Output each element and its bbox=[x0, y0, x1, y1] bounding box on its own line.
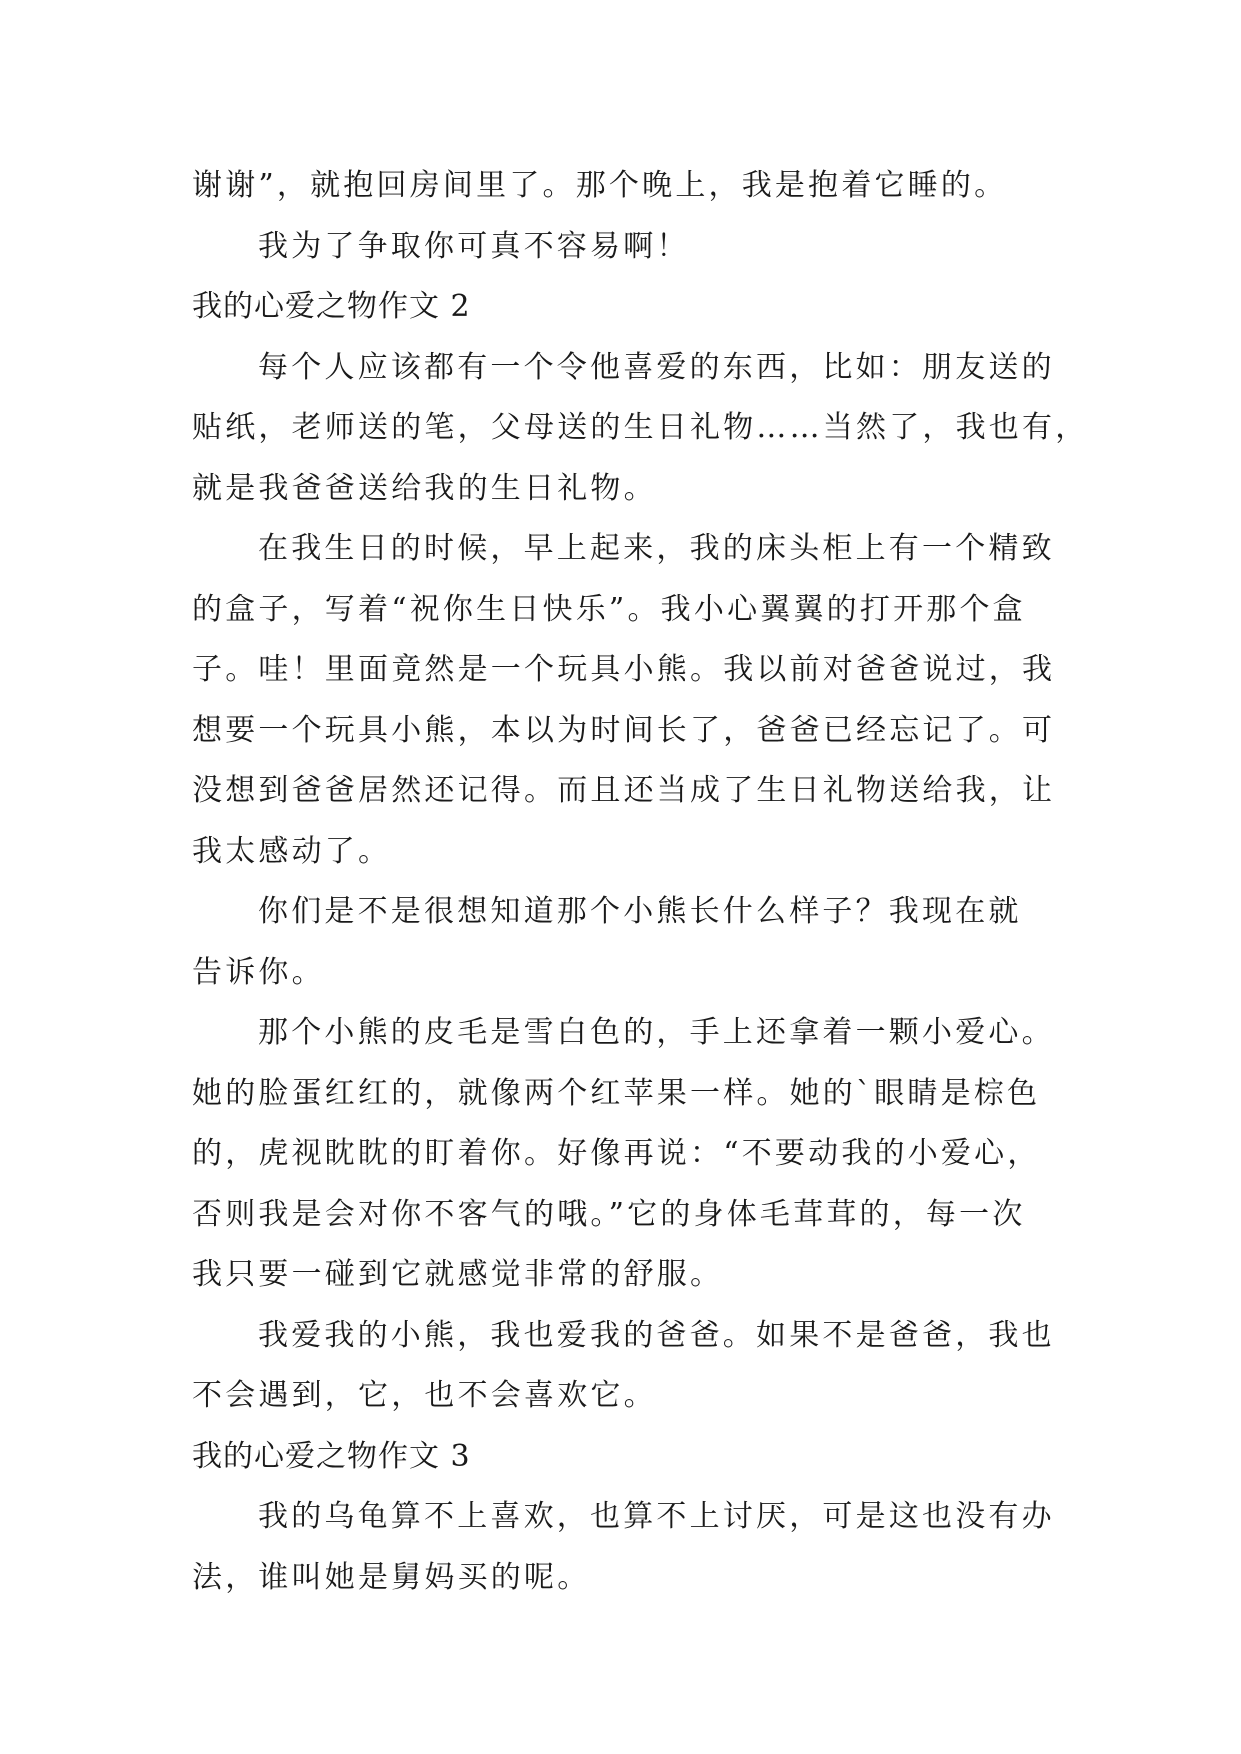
section-heading: 我的心爱之物作文 3 bbox=[192, 1438, 471, 1474]
text-line: 贴纸，老师送的笔，父母送的生日礼物……当然了，我也有， bbox=[192, 410, 1089, 445]
paragraph-start: 每个人应该都有一个令他喜爱的东西，比如：朋友送的 bbox=[258, 349, 1055, 385]
paragraph-start: 我为了争取你可真不容易啊！ bbox=[258, 228, 690, 264]
paragraph-start: 我爱我的小熊，我也爱我的爸爸。如果不是爸爸，我也 bbox=[258, 1317, 1055, 1353]
paragraph-start: 那个小熊的皮毛是雪白色的，手上还拿着一颗小爱心。 bbox=[258, 1015, 1055, 1050]
document-body bbox=[192, 156, 1089, 1608]
text-line: 的盒子，写着“祝你生日快乐”。我小心翼翼的打开那个盒 bbox=[192, 591, 1026, 627]
text-line: 我只要一碰到它就感觉非常的舒服。 bbox=[192, 1257, 724, 1292]
text-line: 的，虎视眈眈的盯着你。好像再说：“不要动我的小爱心， bbox=[192, 1136, 1041, 1171]
paragraph-start: 你们是不是很想知道那个小熊长什么样子？我现在就 bbox=[258, 894, 1022, 929]
text-line: 不会遇到，它，也不会喜欢它。 bbox=[192, 1378, 657, 1413]
text-line: 告诉你。 bbox=[192, 954, 325, 990]
text-line: 法，谁叫她是舅妈买的呢。 bbox=[192, 1559, 591, 1595]
text-line: 否则我是会对你不客气的哦。”它的身体毛茸茸的，每一次 bbox=[192, 1196, 1026, 1232]
section-heading: 我的心爱之物作文 2 bbox=[192, 289, 471, 324]
paragraph-start: 我的乌龟算不上喜欢，也算不上讨厌，可是这也没有办 bbox=[258, 1499, 1055, 1534]
text-line: 想要一个玩具小熊，本以为时间长了，爸爸已经忘记了。可 bbox=[192, 712, 1056, 748]
text-line: 我太感动了。 bbox=[192, 833, 392, 869]
text-line: 子。哇！里面竟然是一个玩具小熊。我以前对爸爸说过，我 bbox=[192, 652, 1056, 687]
text-line: 她的脸蛋红红的，就像两个红苹果一样。她的`眼睛是棕色 bbox=[192, 1075, 1041, 1111]
text-line: 谢谢”，就抱回房间里了。那个晚上，我是抱着它睡的。 bbox=[192, 168, 1008, 203]
text-line: 就是我爸爸送给我的生日礼物。 bbox=[192, 470, 657, 506]
text-line: 没想到爸爸居然还记得。而且还当成了生日礼物送给我，让 bbox=[192, 773, 1056, 808]
paragraph-start: 在我生日的时候，早上起来，我的床头柜上有一个精致 bbox=[258, 531, 1055, 566]
